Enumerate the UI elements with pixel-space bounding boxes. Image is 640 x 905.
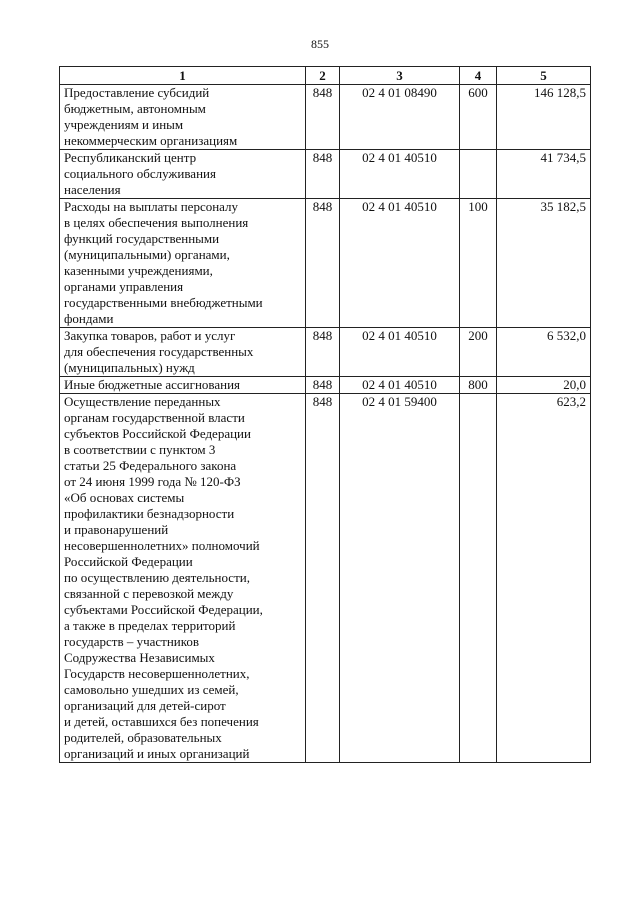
row-expense-type: 800 bbox=[460, 377, 497, 394]
table-row bbox=[60, 150, 591, 199]
row-target-article: 02 4 01 08490 bbox=[340, 85, 460, 150]
row-target-article: 02 4 01 59400 bbox=[340, 394, 460, 763]
table-row bbox=[60, 394, 591, 763]
row-name: Предоставление субсидий бюджетным, автономным учреждениям и иным некоммерческим организациям bbox=[60, 85, 306, 150]
row-expense-type bbox=[460, 394, 497, 763]
row-name: Осуществление переданных органам государственной власти субъектов Российской Федерации в соответствии с пунктом 3 статьи 25 Федерального закона от 24 июня 1999 года № 120-ФЗ «Об основах системы профилактики безнадзорности и правонарушений несовершеннолетних» полномочий Российской Федерации по осуществлению деятельности, связанной с перевозкой между субъектами Российской Федерации, а также в пределах территорий государств – участников Содружества Независимых Государств несовершеннолетних, самовольно ушедших из семей, организаций для детей-сирот и детей, оставшихся без попечения родителей, образовательных организаций и иных организаций bbox=[60, 394, 306, 763]
page-number: 855 bbox=[311, 37, 329, 51]
row-grbs-code: 848 bbox=[306, 394, 340, 763]
header-col-2: 2 bbox=[306, 67, 340, 85]
row-grbs-code: 848 bbox=[306, 85, 340, 150]
row-amount: 20,0 bbox=[497, 377, 591, 394]
row-name: Закупка товаров, работ и услуг для обеспечения государственных (муниципальных) нужд bbox=[60, 328, 306, 377]
row-target-article: 02 4 01 40510 bbox=[340, 150, 460, 199]
row-target-article: 02 4 01 40510 bbox=[340, 328, 460, 377]
row-amount: 6 532,0 bbox=[497, 328, 591, 377]
row-amount: 146 128,5 bbox=[497, 85, 591, 150]
table-header-row bbox=[60, 67, 591, 85]
table-row bbox=[60, 377, 591, 394]
row-grbs-code: 848 bbox=[306, 199, 340, 328]
table-row bbox=[60, 328, 591, 377]
row-expense-type: 100 bbox=[460, 199, 497, 328]
row-target-article: 02 4 01 40510 bbox=[340, 377, 460, 394]
row-expense-type: 200 bbox=[460, 328, 497, 377]
row-expense-type: 600 bbox=[460, 85, 497, 150]
table-row bbox=[60, 85, 591, 150]
row-amount: 35 182,5 bbox=[497, 199, 591, 328]
header-col-5: 5 bbox=[497, 67, 591, 85]
header-col-1: 1 bbox=[60, 67, 306, 85]
row-target-article: 02 4 01 40510 bbox=[340, 199, 460, 328]
header-col-3: 3 bbox=[340, 67, 460, 85]
row-grbs-code: 848 bbox=[306, 328, 340, 377]
row-amount: 623,2 bbox=[497, 394, 591, 763]
table-row bbox=[60, 199, 591, 328]
row-name: Расходы на выплаты персоналу в целях обеспечения выполнения функций государственными (муниципальными) органами, казенными учреждениями, органами управления государственными внебюджетными фондами bbox=[60, 199, 306, 328]
row-grbs-code: 848 bbox=[306, 377, 340, 394]
budget-table bbox=[59, 66, 591, 763]
row-expense-type bbox=[460, 150, 497, 199]
header-col-4: 4 bbox=[460, 67, 497, 85]
row-grbs-code: 848 bbox=[306, 150, 340, 199]
row-amount: 41 734,5 bbox=[497, 150, 591, 199]
row-name: Республиканский центр социального обслуживания населения bbox=[60, 150, 306, 199]
row-name: Иные бюджетные ассигнования bbox=[60, 377, 306, 394]
